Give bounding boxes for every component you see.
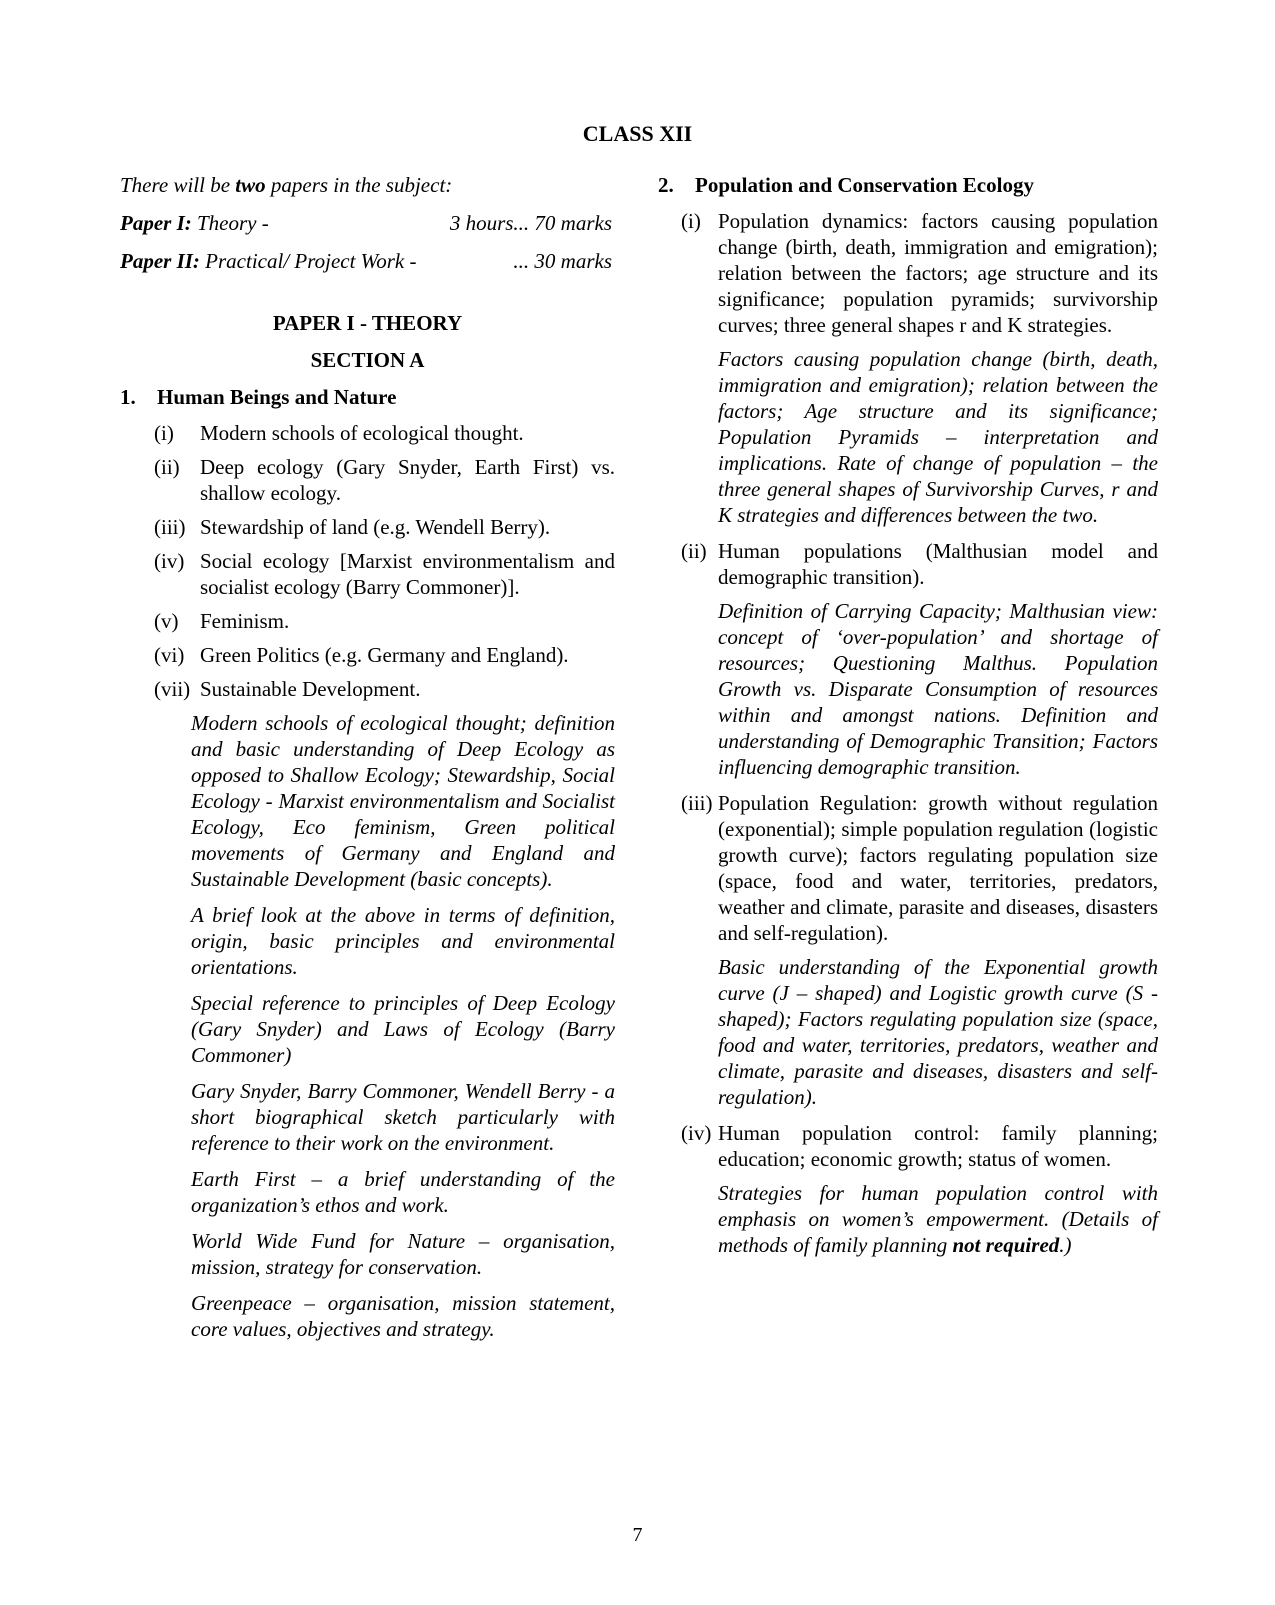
explanatory-note: Greenpeace – organisation, mission statement, core values, objectives and strategy. bbox=[191, 1291, 615, 1341]
paper1-marks: 3 hours... 70 marks bbox=[449, 211, 612, 235]
explanatory-note: Basic understanding of the Exponential growth curve (J – shaped) and Logistic growth curve (S - shaped); Factors regulating population size (space, food and water, territories, predators, weather and climate, parasite and diseases, disasters and self-regulation). bbox=[718, 955, 1158, 1109]
explanatory-note: Definition of Carrying Capacity; Malthusian view: concept of ‘over-population’ and shortage of resources; Questioning Malthus. Population Growth vs. Disparate Consumption of resources within and amongst nations. Definition and understanding of Demographic Transition; Factors influencing demographic transition. bbox=[718, 599, 1158, 779]
paper2-name: Practical/ Project Work - bbox=[199, 249, 417, 273]
list-item: (iii) Stewardship of land (e.g. Wendell Berry). bbox=[154, 515, 551, 539]
topic-1-heading: 1. Human Beings and Nature bbox=[120, 385, 397, 409]
list-item: (vii) Sustainable Development. bbox=[154, 677, 421, 701]
paper2-marks: ... 30 marks bbox=[513, 249, 612, 273]
list-item: (iv) Social ecology [Marxist environmentalism and socialist ecology (Barry Commoner)]. bbox=[154, 549, 615, 599]
explanatory-note: A brief look at the above in terms of definition, origin, basic principles and environmental orientations. bbox=[191, 903, 615, 979]
right-column bbox=[658, 172, 1158, 1268]
list-item: (ii) Deep ecology (Gary Snyder, Earth First) vs. shallow ecology. bbox=[154, 455, 615, 505]
list-item: (v) Feminism. bbox=[154, 609, 290, 633]
list-item: (i) Modern schools of ecological thought. bbox=[154, 421, 524, 445]
intro-line: There will be two papers in the subject: bbox=[120, 173, 453, 197]
paper2-line bbox=[120, 248, 615, 274]
explanatory-note: Modern schools of ecological thought; definition and basic understanding of Deep Ecology as opposed to Shallow Ecology; Stewardship, Social Ecology - Marxist environmentalism and Socialist Ecology, Eco feminism, Green political movements of Germany and England and Sustainable Development (basic concepts). bbox=[191, 711, 615, 891]
explanatory-note: Strategies for human population control with emphasis on women’s empowerment. (Details of methods of family planning not required.) bbox=[718, 1181, 1158, 1257]
page-number: 7 bbox=[632, 1524, 643, 1546]
explanatory-note: Earth First – a brief understanding of the organization’s ethos and work. bbox=[191, 1167, 615, 1217]
paper1-line bbox=[120, 210, 615, 236]
left-column bbox=[120, 172, 615, 1352]
list-item: (i) Population dynamics: factors causing population change (birth, death, immigration and emigration); relation between the factors; age structure and its significance; population pyramids; survivorship curves; three general shapes r and K strategies. bbox=[681, 209, 1158, 337]
list-item: (vi) Green Politics (e.g. Germany and England). bbox=[154, 643, 569, 667]
paper1-name: Theory - bbox=[191, 211, 269, 235]
explanatory-note: Special reference to principles of Deep Ecology (Gary Snyder) and Laws of Ecology (Barry Commoner) bbox=[191, 991, 615, 1067]
paper1-label: Paper I: bbox=[120, 211, 192, 235]
topic-2-heading: 2. Population and Conservation Ecology bbox=[658, 173, 1034, 197]
list-item: (iv) Human population control: family planning; education; economic growth; status of women. bbox=[681, 1121, 1158, 1171]
explanatory-note: Gary Snyder, Barry Commoner, Wendell Berry - a short biographical sketch particularly with reference to their work on the environment. bbox=[191, 1079, 615, 1155]
paper-heading: PAPER I - THEORY bbox=[272, 311, 463, 335]
page-title: CLASS XII bbox=[582, 121, 693, 146]
paper2-label: Paper II: bbox=[120, 249, 200, 273]
explanatory-note: World Wide Fund for Nature – organisation, mission, strategy for conservation. bbox=[191, 1229, 615, 1279]
list-item: (iii) Population Regulation: growth without regulation (exponential); simple population regulation (logistic growth curve); factors regulating population size (space, food and water, territories, predators, weather and climate, parasite and diseases, disasters and self-regulation). bbox=[681, 791, 1158, 945]
section-heading: SECTION A bbox=[310, 348, 425, 372]
list-item: (ii) Human populations (Malthusian model and demographic transition). bbox=[681, 539, 1158, 589]
explanatory-note: Factors causing population change (birth, death, immigration and emigration); relation between the factors; Age structure and its significance; Population Pyramids – interpretation and implications. Rate of change of population – the three general shapes of Survivorship Curves, r and K strategies and differences between the two. bbox=[718, 347, 1158, 527]
